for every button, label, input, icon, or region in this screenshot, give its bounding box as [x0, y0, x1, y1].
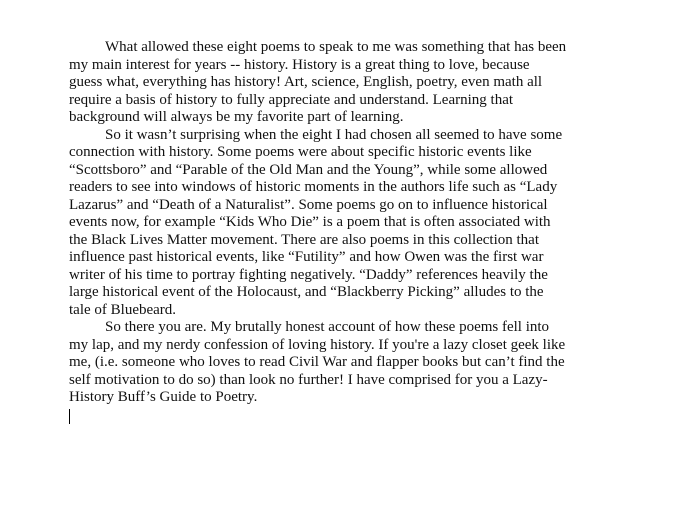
paragraph-1 — [69, 39, 629, 127]
text-cursor — [69, 409, 70, 424]
text-line: tale of Bluebeard. — [69, 301, 177, 318]
text-line: connection with history. Some poems were about specific historic events like — [69, 144, 532, 160]
text-line: readers to see into windows of historic moments in the authors life such as “Lady — [69, 179, 558, 195]
paragraph-3 — [69, 319, 629, 407]
paragraph-2 — [69, 127, 629, 320]
text-line: large historical event of the Holocaust, and “Blackberry Picking” alludes to the — [69, 284, 544, 300]
document-page[interactable] — [69, 39, 629, 424]
text-line: What allowed these eight poems to speak to me was something that has been — [105, 39, 567, 55]
text-line: guess what, everything has history! Art, science, English, poetry, even math all — [69, 74, 543, 90]
text-line: History Buff’s Guide to Poetry. — [69, 389, 258, 405]
text-line: me, (i.e. someone who loves to read Civil War and flapper books but can’t find the — [69, 354, 565, 370]
text-line: events now, for example “Kids Who Die” is a poem that is often associated with — [69, 214, 551, 230]
text-line: So there you are. My brutally honest account of how these poems fell into — [105, 319, 550, 335]
text-line: require a basis of history to fully appreciate and understand. Learning that — [69, 91, 514, 108]
text-line: influence past historical events, like “Futility” and how Owen was the first war — [69, 249, 544, 265]
text-line: background will always be my favorite part of learning. — [69, 109, 404, 125]
text-line: my lap, and my nerdy confession of loving history. If you're a lazy closet geek like — [69, 336, 566, 353]
text-line: the Black Lives Matter movement. There are also poems in this collection that — [69, 231, 540, 248]
text-line: writer of his time to portray fighting negatively. “Daddy” references heavily the — [69, 266, 548, 283]
text-line: “Scottsboro” and “Parable of the Old Man and the Young”, while some allowed — [69, 161, 548, 178]
text-line: So it wasn’t surprising when the eight I had chosen all seemed to have some — [105, 126, 563, 143]
text-line: self motivation to do so) than look no further! I have comprised for you a Lazy- — [69, 371, 548, 388]
text-line: my main interest for years -- history. History is a great thing to love, because — [69, 56, 530, 73]
text-line: Lazarus” and “Death of a Naturalist”. Some poems go on to influence historical — [69, 196, 548, 213]
